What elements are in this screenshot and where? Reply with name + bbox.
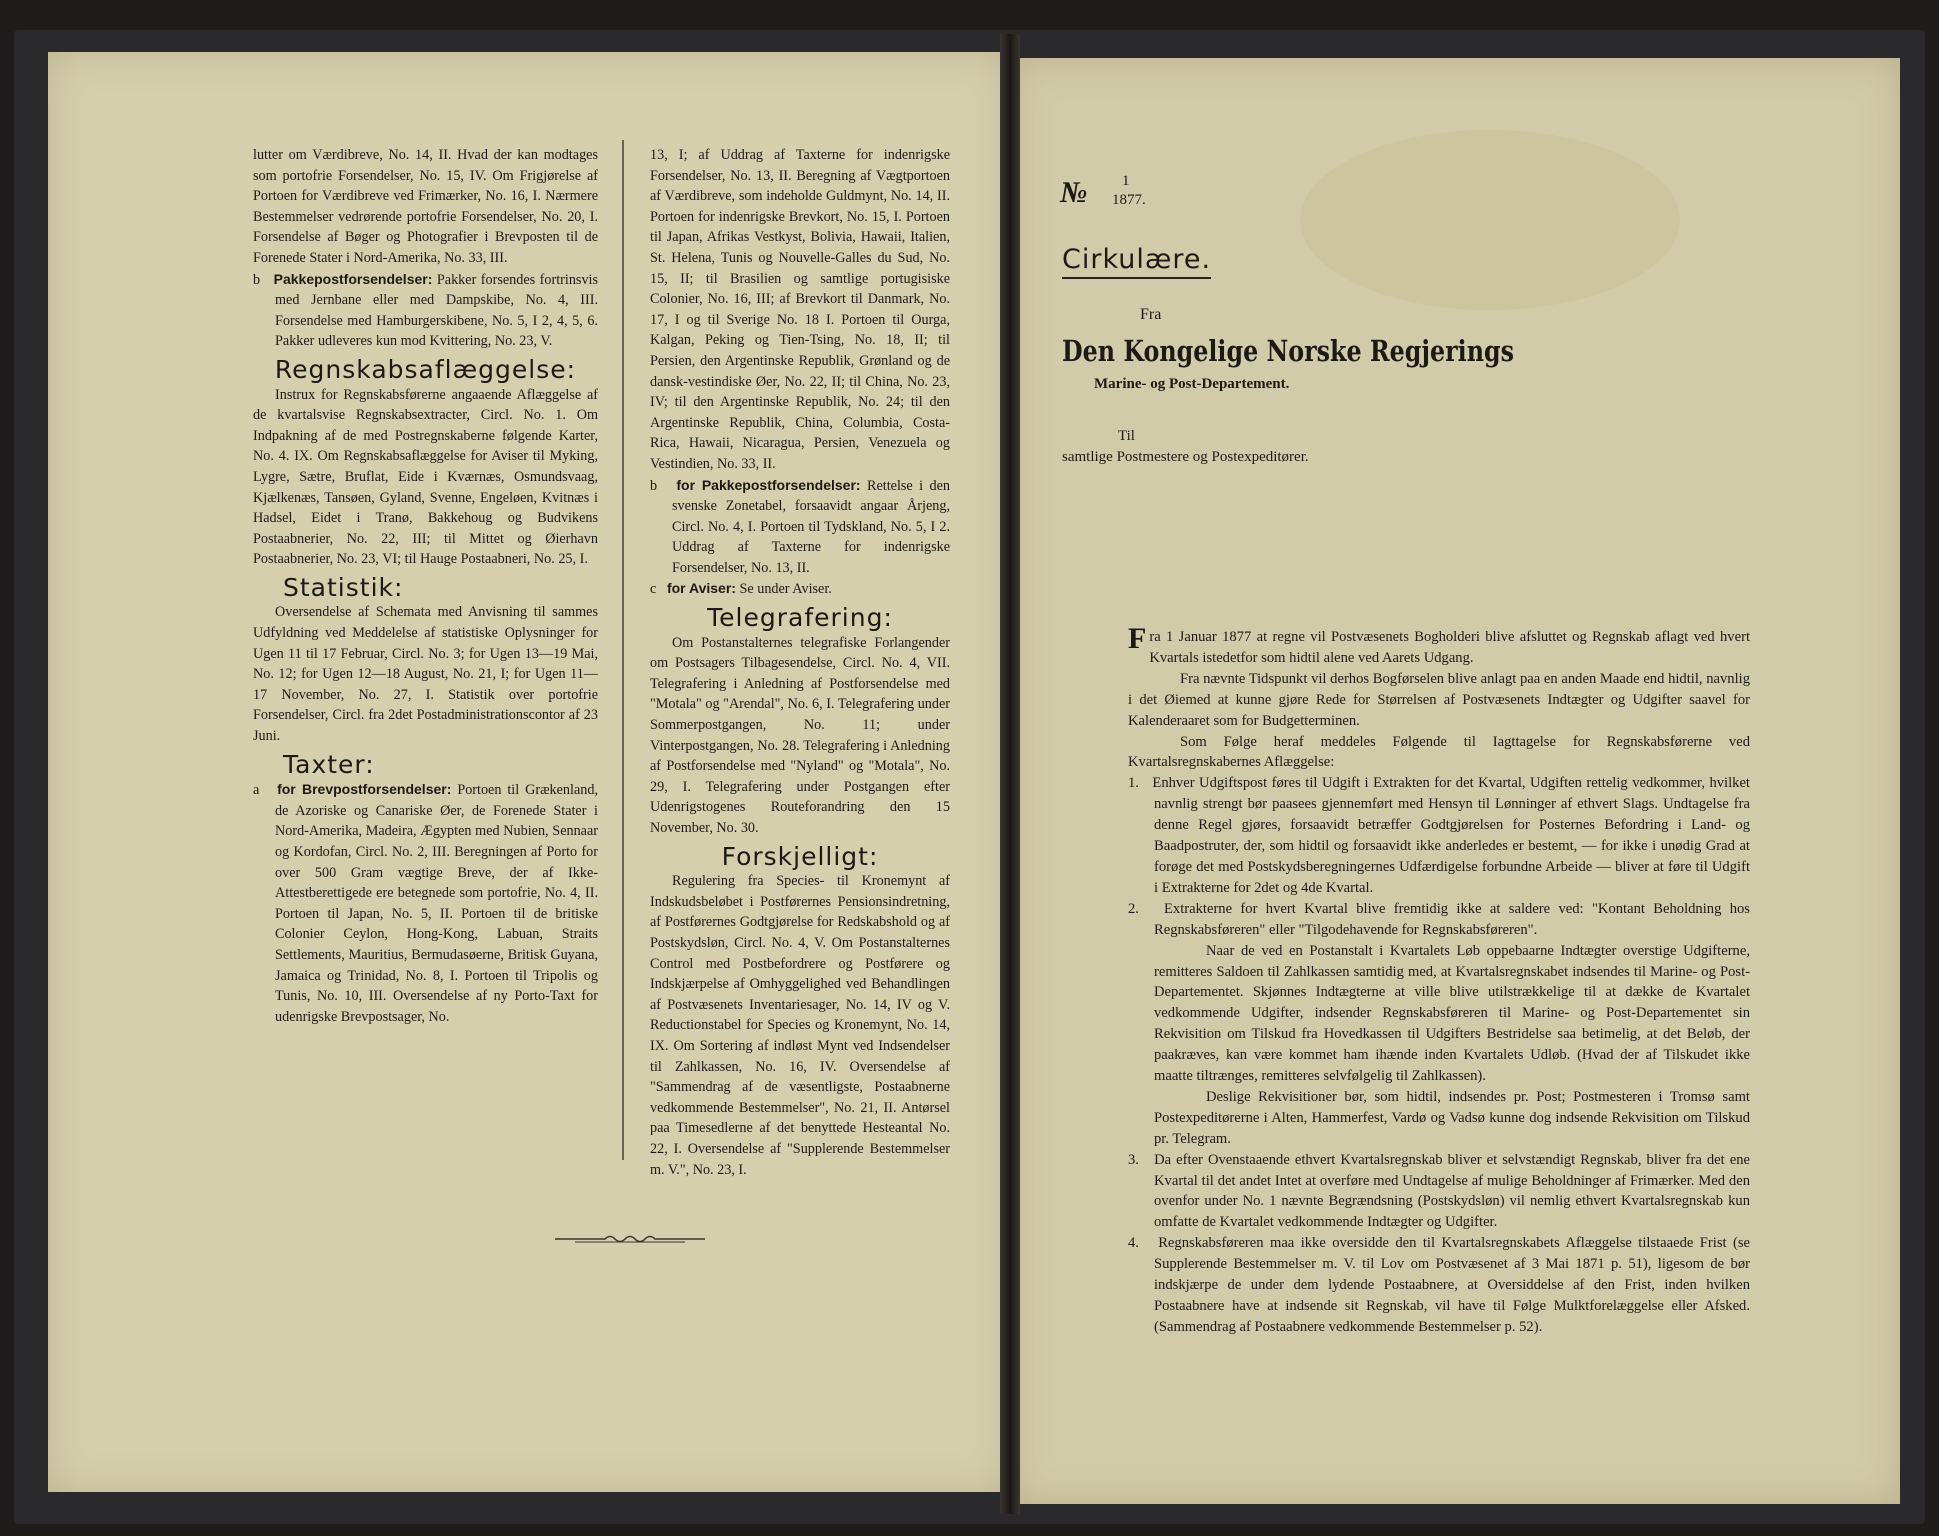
list-item	[1128, 899, 1750, 941]
paragraph: Fra nævnte Tidspunkt vil derhos Bogførselen blive anlagt paa en anden Maade end hidtil, navnlig i det Øiemed at kunne gjøre Rede for Størrelsen af Postvæsenets Indtægter og Udgifter saavel for Kalenderaaret som for Budgetterminen.	[1128, 670, 1750, 729]
item-label: for Aviser:	[666, 580, 736, 597]
item-letter: b	[253, 271, 261, 288]
paragraph	[1128, 622, 1750, 669]
recipients: samtlige Postmestere og Postexpeditører.	[1062, 449, 1309, 465]
item-letter: c	[650, 581, 657, 598]
list-item	[1128, 1150, 1750, 1234]
heading-forskjelligt: Forskjelligt:	[721, 841, 879, 871]
item-label: for Brevpostforsendelser:	[277, 781, 452, 798]
item-label: for Pakkepostforsendelser:	[676, 476, 861, 493]
item-b-pakkepost	[253, 269, 598, 352]
circular-number	[1112, 172, 1146, 210]
list-item	[1128, 1233, 1750, 1338]
item-a-brevpost	[253, 779, 598, 1027]
paragraph: Naar de ved en Postanstalt i Kvartalets Løb oppebaarne Indtægter overstige Udgifterne, remitteres Saldoen til Zahlkassen samtidig med, at Kvartalsregnskabet indsendes til Marine- og Post-Departementet. Skjønnes Indtægterne at ville blive utilstrækkelige til at dække de Kvartalet vedkommende Udgifter, indsender Regnskabsføreren til Marine- og Post-Departementet sin Rekvisition om Tilskud fra Hovedkassen til Udgifters Bestridelse saa betimelig, at det Beløb, der paakræves, kan være kommet ham ihænde inden Kvartalets Udløb. (Hvad der af Tilskudet ikke maatte tiltrænges, remitteres selvfølgelig til Zahlkassen).	[1154, 942, 1750, 1085]
paragraph: Regulering fra Species- til Kronemynt af Indskudsbeløbet i Postførernes Pensionsindretning, af Postførernes Godtgjørelse for Redskabshold og af Postskydsløn, Circl. No. 4, V. Om Postanstalternes Control med Postbefordrere og Postførere og Indskjærpelse af Omhyggelighed ved Behandlingen af Postvæsenets Inventariesager, No. 14, IV og V. Reductionstabel for Species og Kronemynt, No. 14, IX. Om Sortering af indløst Mynt ved Indsendelser til Zahlkassen, No. 16, IV. Oversendelse af "Sammendrag af de væsentligste, Postaabnerne vedkommende Bestemmelser", No. 21, II. Antørsel paa Timesedlerne af det benyttede Hesteantal No. 22, I. Oversendelse af "Supplerende Bestemmelser m. V.", No. 23, I.	[650, 873, 950, 1178]
page-title: Cirkulære.	[1062, 244, 1211, 279]
item-text: Regnskabsføreren maa ikke oversidde den til Kvartalsregnskabets Aflæggelse tilstaaede Frist (se Supplerende Bestemmelser m. V. til Lov om Postvæsenet af 3 Mai 1871 p. 51), ligesom de bør indskjærpe de under dem lydende Postaabnere, at Oversiddelse af den Frist, inden hvilken Postaabnere have at indsende sit Regnskab, vil have til Følge Mulktforelæggelse eller Afsked. (Sammendrag af Postaabnere vedkommende Bestemmelser p. 52).	[1154, 1235, 1750, 1335]
paragraph-text: ra 1 Januar 1877 at regne vil Postvæsenets Bogholderi blive afsluttet og Regnskab aflagt ved hvert Kvartals istedetfor som hidtil alene ved Aarets Udgang.	[1149, 629, 1750, 666]
item-number: 3.	[1128, 1151, 1139, 1168]
heading-regnskab: Regnskabsaflæggelse:	[274, 354, 577, 384]
item-letter: a	[253, 782, 260, 799]
item-letter: b	[650, 477, 658, 494]
number-sign: №	[1060, 176, 1088, 209]
left-column-1	[253, 145, 598, 1027]
item-number: 2.	[1128, 900, 1139, 917]
drop-cap: F	[1128, 622, 1147, 655]
item-label: Pakkepostforsendelser:	[273, 270, 433, 287]
item-text: Rettelse i den svenske Zonetabel, forsaavidt angaar Årjeng, Circl. No. 4, I. Portoen til Tydskland, No. 5, I 2. Uddrag af Taxterne for indenrigske Forsendelser, No. 13, II.	[672, 477, 950, 576]
item-c-aviser	[650, 578, 950, 600]
item-number: 1.	[1128, 775, 1139, 792]
paragraph: lutter om Værdibreve, No. 14, II. Hvad der kan modtages som portofrie Forsendelser, No. 15, IV. Om Frigjørelse af Portoen for Værdibreve ved Frimærker, No. 16, I. Nærmere Bestemmelser vedrørende portofrie Forsendelser, No. 20, I. Forsendelse af Bøger og Photografier i Brevposten til de Forenede Stater i Nord-Amerika, No. 33, III.	[253, 147, 598, 266]
heading-taxter: Taxter:	[283, 749, 375, 779]
paragraph: Om Postanstalternes telegrafiske Forlangender om Postsagers Tilbagesendelse, Circl. No. 4, VII. Telegrafering i Anledning af Postforsendelse med "Motala" og "Arendal", No. 6, I. Telegrafering under Sommerpostgangen, No. 11; under Vinterpostgangen, No. 28. Telegrafering i Anledning af Postforsendelse med "Nyland" og "Motala", No. 29, I. Telegrafering under Postgangen efter Udenrigstogenes Routeforandring den 15 November, No. 30.	[650, 634, 950, 836]
item-text: Se under Aviser.	[739, 581, 832, 598]
column-divider	[622, 140, 624, 1160]
circular-body	[1128, 622, 1750, 1338]
item-text: Portoen til Grækenland, de Azoriske og Canariske Øer, de Forenede Stater i Nord-Amerika, Madeira, Ægypten med Nubien, Sennaar og Kordofan, Circl. No. 2, III. Beregningen af Porto for over 500 Gram vægtige Breve, der af Ikke-Attestberettigede ere betegnede som portofrie, No. 4, II. Portoen til Japan, No. 5, II. Portoen til de britiske Colonier Ceylon, Hong-Kong, Labuan, Straits Settlements, Mauritius, Bermudasøerne, Britisk Guyana, Jamaica og Trinidad, No. 8, I. Portoen til Tripolis og Tunis, No. 10, III. Oversendelse af ny Porto-Taxt for udenrigske Brevpostsager, No.	[275, 782, 599, 1025]
heading-statistik: Statistik:	[283, 572, 404, 602]
item-text: Enhver Udgiftspost føres til Udgift i Extrakten for det Kvartal, Udgiften rettelig vedkommer, hvilket navnlig strengt bør paasees gjennemført med Hensyn til Lønninger af ethvert Slags. Undtagelse fra denne Regel gjøres, forsaavidt betræffer Godtgjørelsen for Posternes Befordring i Land- og Baadpostruter, der, som hidtil og forsaavidt ikke anderledes er bestemt, — for ikke i unødig Grad at forøge det med Postskydsberegningernes Udfærdigelse forbundne Arbeide — bliver at føre til Udgift i Extrakterne for 2det og 4de Kvartal.	[1152, 775, 1750, 896]
paper-stain	[1300, 130, 1680, 310]
item-text: Da efter Ovenstaaende ethvert Kvartalsregnskab bliver et selvstændigt Regnskab, bliver fra det ene Kvartal til det andet Intet at overføre med Undtagelse af mulige Beholdninger af Frimærker. Med den ovenfor under No. 1 nævnte Begrændsning (Postskydsløn) vil nemlig ethvert Kvartalsregnskab kun omfatte de Kvartalet vedkommende Indtægter og Udgifter.	[1154, 1151, 1750, 1231]
book-spine	[1000, 34, 1020, 1514]
item-b-pakkepost	[650, 475, 950, 579]
paragraph: Deslige Rekvisitioner bør, som hidtil, indsendes pr. Post; Postmesteren i Tromsø samt Postexpeditørerne i Alten, Hammerfest, Vardø og Vadsø kunne dog indsende Rekvisition om Tilskud pr. Telegram.	[1154, 1088, 1750, 1147]
number-value: 1	[1122, 173, 1130, 189]
item-number: 4.	[1128, 1235, 1139, 1252]
item-text: Extrakterne for hvert Kvartal blive fremtidig ikke at saldere ved: "Kontant Beholdning hos Regnskabsføreren" eller "Tilgodehavende for Regnskabsføreren".	[1154, 900, 1750, 938]
heading-telegrafering: Telegrafering:	[707, 603, 893, 633]
paragraph: Instrux for Regnskabsførerne angaaende Aflæggelse af de kvartalsvise Regnskabsextracter, Circl. No. 1. Om Indpakning af de med Postregnskaberne følgende Karter, No. 4. IX. Om Regnskabsaflæggelse for Aviser til Myking, Lygre, Sætre, Bruflat, Eide i Kværnæs, Osmundsvaag, Kjælkenæs, Tansøen, Gyland, Svenne, Engeløen, Kvitnæs i Hadsel, Eidet i Tranø, Bakkehoug og Budvikens Postaabnerier, No. 22, III; til Mittet og Øierhavn Postaabnerier, No. 23, VI; til Hauge Postaabneri, No. 25, I.	[253, 386, 598, 568]
subdepartment-name: Marine- og Post-Departement.	[1094, 376, 1290, 392]
year: 1877.	[1112, 192, 1146, 208]
department-name: Den Kongelige Norske Regjerings	[1062, 334, 1514, 368]
paragraph: 13, I; af Uddrag af Taxterne for indenrigske Forsendelser, No. 13, II. Beregning af Vægtportoen af Værdibreve, som indeholde Guldmynt, No. 14, II. Portoen for indenrigske Brevkort, No. 15, I. Portoen til Japan, Afrikas Vestkyst, Bolivia, Hawaii, Italien, St. Helena, Tunis og Nouvelle-Galles du Sud, No. 15, II; til Brasilien og samtlige portugisiske Colonier, No. 16, III; af Brevkort til Danmark, No. 17, I og til Sverige No. 18 I. Portoen til Ourga, Kalgan, Peking og Tien-Tsing, No. 18, II; til Persien, den Argentinske Republik, Grønland og de dansk-vestindiske Øer, No. 22, II; til China, No. 23, IV; til den Argentinske Republik, No. 24; til den Argentinske Republik, China, Columbia, Costa-Rica, Hawaii, Nicaragua, Persien, Venezuela og Vestindien, No. 33, II.	[650, 147, 950, 472]
paragraph: Oversendelse af Schemata med Anvisning til sammes Udfyldning ved Meddelelse af statistiske Oplysninger for Ugen 11 til 17 Februar, Circl. No. 3; for Ugen 13—19 Mai, No. 12; for Ugen 12—18 August, No. 21, I; for Ugen 11—17 November, No. 27, I. Statistik over portofrie Forsendelser, Circl. fra 2det Postadministrationscontor af 23 Juni.	[253, 604, 598, 745]
item-text: Pakker forsendes fortrinsvis med Jernbane eller med Dampskibe, No. 4, III. Forsendelse med Hamburgerskibene, No. 5, I 2, 4, 5, 6. Pakker udleveres kun mod Kvittering, No. 23, V.	[275, 271, 599, 350]
from-label: Fra	[1140, 306, 1162, 323]
list-item	[1128, 773, 1750, 898]
left-column-2	[650, 145, 950, 1180]
paragraph: Som Følge heraf meddeles Følgende til Iagttagelse for Regnskabsførerne ved Kvartalsregnskabernes Aflæggelse:	[1128, 733, 1750, 771]
ornament-rule	[555, 1232, 705, 1246]
to-label: Til	[1118, 428, 1135, 444]
